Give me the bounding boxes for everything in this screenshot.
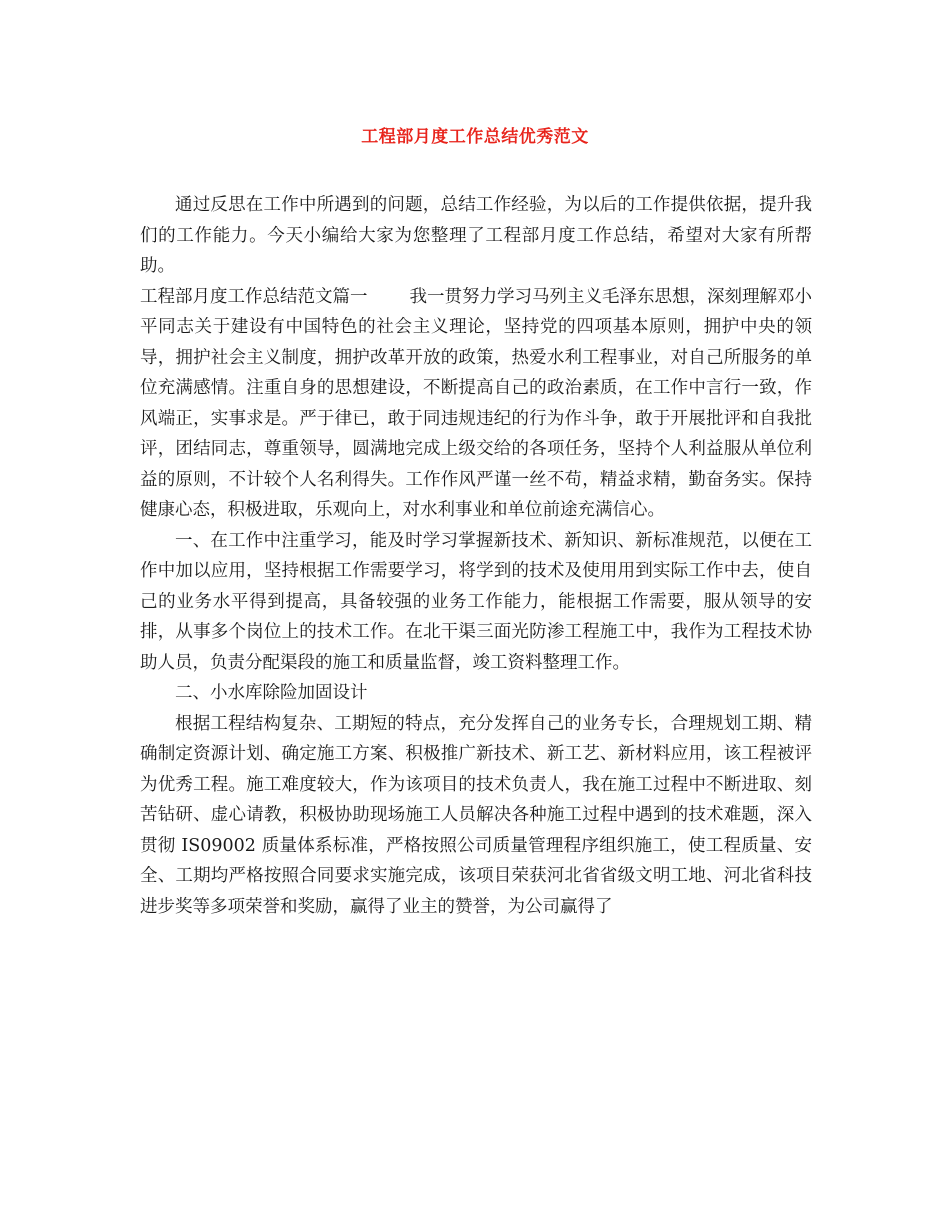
section-heading: 工程部月度工作总结范文篇一 (140, 286, 368, 307)
point-one-paragraph: 一、在工作中注重学习，能及时学习掌握新技术、新知识、新标准规范，以便在工作中加以应用，坚持根据工作需要学习，将学到的技术及使用用到实际工作中去，使自己的业务水平得到提高，具备较强的业务工作能力，能根据工作需要，服从领导的安排，从事多个岗位上的技术工作。在北干渠三面光防渗工程施工中，我作为工程技术协助人员，负责分配渠段的施工和质量监督，竣工资料整理工作。 (140, 530, 812, 673)
intro-paragraph: 通过反思在工作中所遇到的问题，总结工作经验，为以后的工作提供依据，提升我们的工作能力。今天小编给大家为您整理了工程部月度工作总结，希望对大家有所帮助。 (140, 195, 812, 276)
document-body (140, 190, 812, 922)
point-two-paragraph: 根据工程结构复杂、工期短的特点，充分发挥自己的业务专长，合理规划工期、精确制定资源计划、确定施工方案、积极推广新技术、新工艺、新材料应用，该工程被评为优秀工程。施工难度较大，作为该项目的技术负责人，我在施工过程中不断进取、刻苦钻研、虚心请教，积极协助现场施工人员解决各种施工过程中遇到的技术难题，深入贯彻 IS09002 质量体系标准，严格按照公司质量管理程序组织施工，使工程质量、安全、工期均严格按照合同要求实施完成，该项目荣获河北省省级文明工地、河北省科技进步奖等多项荣誉和奖励，赢得了业主的赞誉，为公司赢得了 (140, 713, 812, 917)
section-body: 我一贯努力学习马列主义毛泽东思想，深刻理解邓小平同志关于建设有中国特色的社会主义理论，坚持党的四项基本原则，拥护中央的领导，拥护社会主义制度，拥护改革开放的政策，热爱水利工程事业，对自己所服务的单位充满感情。注重自身的思想建设，不断提高自己的政治素质，在工作中言行一致，作风端正，实事求是。严于律已，敢于同违规违纪的行为作斗争，敢于开展批评和自我批评，团结同志，尊重领导，圆满地完成上级交给的各项任务，坚持个人利益服从单位利益的原则，不计较个人名利得失。工作作风严谨一丝不苟，精益求精，勤奋务实。保持健康心态，积极进取，乐观向上，对水利事业和单位前途充满信心。 (140, 286, 812, 520)
point-two-heading: 二、小水库除险加固设计 (175, 683, 368, 703)
section-one-paragraph (140, 282, 812, 526)
document-title: 工程部月度工作总结优秀范文 (361, 127, 589, 147)
